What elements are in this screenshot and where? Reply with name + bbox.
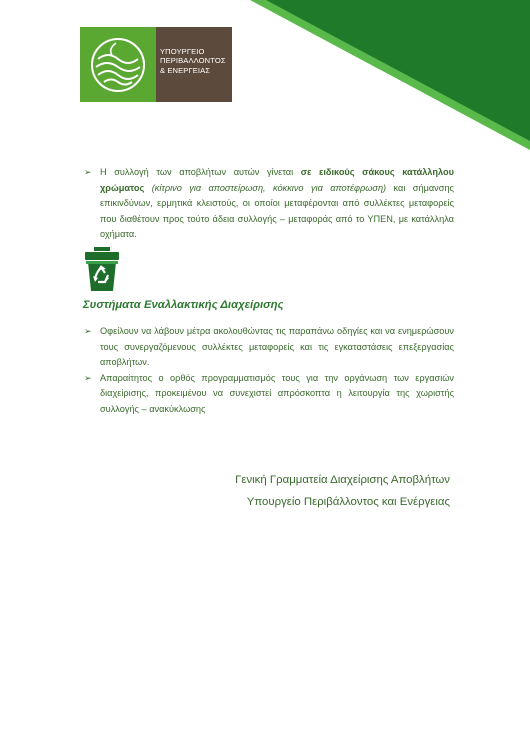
collection-text-2 [144,183,151,193]
collection-italic-text: (κίτρινο για αποστείρωση, κόκκινο για αποτέφρωση) [151,182,387,193]
section-bullet-1 [84,324,454,371]
collection-list [84,165,454,243]
arrow-bullet-icon: ➢ [84,167,92,177]
section-bullets [84,324,454,418]
signature-line-2: Υπουργείο Περιβάλλοντος και Ενέργειας [246,496,450,508]
logo-emblem [80,27,156,102]
logo-line-2: ΠΕΡΙΒΑΛΛΟΝΤΟΣ [160,56,226,66]
section-bullet-2-text: Απαραίτητος ο ορθός προγραμματισμός τους για την οργάνωση των εργασιών διαχείρισης, προκειμένου να συνεχιστεί απρόσκοπτα η λειτουργία της χωριστής συλλογής – ανακύκλωσης [100,372,454,414]
collection-bold-text: σε ειδικούς σάκους κατάλληλου χρώματος [100,167,454,193]
ministry-logo [80,27,232,102]
logo-line-1: ΥΠΟΥΡΓΕΙΟ [160,47,205,56]
arrow-bullet-icon: ➢ [84,326,92,336]
recycle-bin-icon [83,247,121,293]
section-bullet-2 [84,371,454,418]
section-title: Συστήματα Εναλλακτικής Διαχείρισης [83,299,284,311]
collection-item [84,165,454,243]
logo-text [156,27,232,102]
emblem-icon [88,35,148,95]
collection-text-3: και σήμανσης επικινδύνων, ερμητικά κλειστούς, οι οποίοι μεταφέρονται από συλλέκτες μεταφορείς που διαθέτουν προς τούτο άδεια συλλογής – μεταφοράς από το ΥΠΕΝ, με κατάλληλα οχήματα. [100,182,454,240]
arrow-bullet-icon: ➢ [84,372,92,383]
logo-line-3: & ΕΝΕΡΓΕΙΑΣ [160,65,211,75]
collection-text-1: Η συλλογή των αποβλήτων αυτών γίνεται [100,167,301,177]
section-bullet-1-text: Οφείλουν να λάβουν μέτρα ακολουθώντας τις παραπάνω οδηγίες και να ενημερώσουν τους συνεργαζόμενους συλλέκτες μεταφορείς και τις εγκαταστάσεις επεξεργασίας αποβλήτων. [100,326,454,368]
signature-line-1: Γενική Γραμματεία Διαχείρισης Αποβλήτων [235,474,450,486]
corner-decoration [250,0,530,150]
